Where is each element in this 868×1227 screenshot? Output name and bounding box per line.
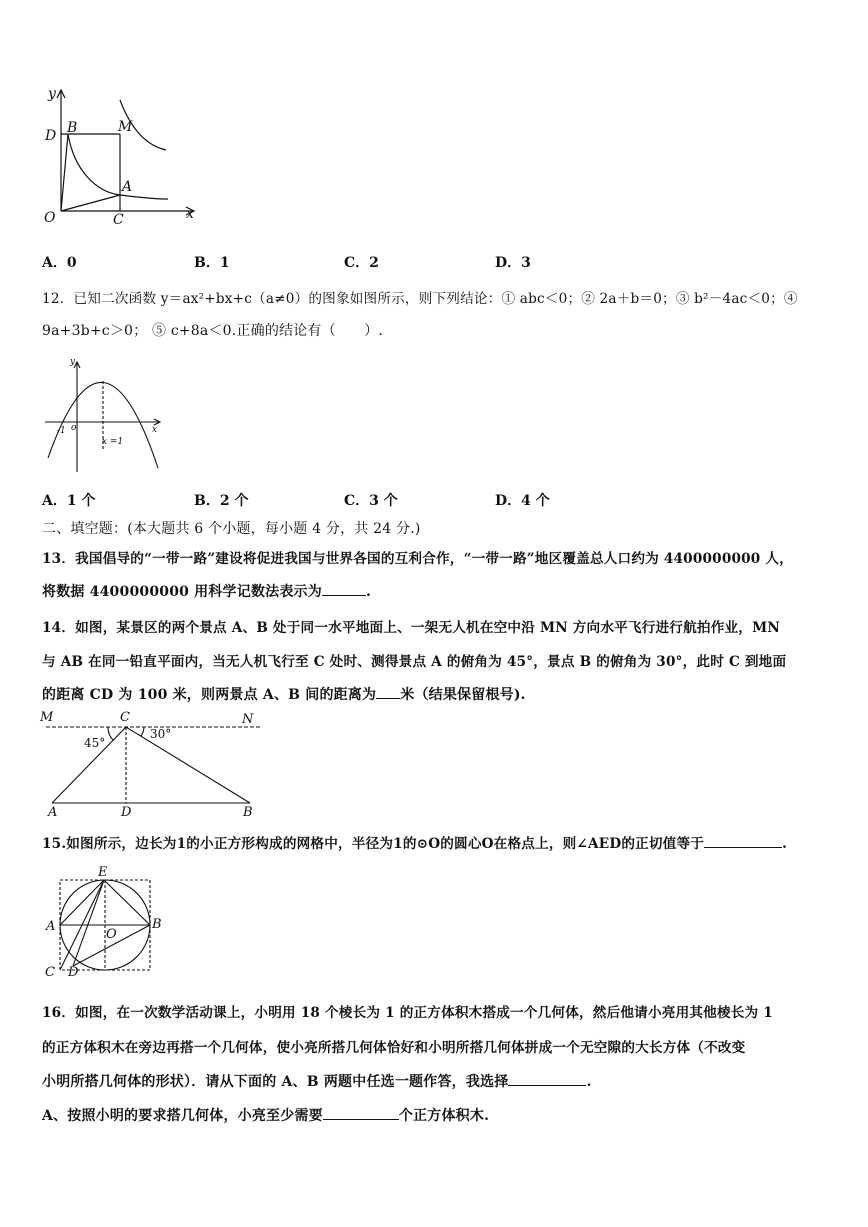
q14-text-line2: 与 AB 在同一铅直平面内，当无人机飞行至 C 处时、测得景点 A 的俯角为 45°，景点 B 的俯角为 30°，此时 C 到地面 xyxy=(42,654,787,670)
q16-choice-blank[interactable] xyxy=(508,1073,586,1086)
q12-option-b[interactable]: B．2 个 xyxy=(194,493,249,509)
q12-text-line1: 12．已知二次函数 y＝ax²+bx+c（a≠0）的图象如图所示，则下列结论：① abc＜0；② 2a＋b＝0；③ b²－4ac＜0；④ xyxy=(42,291,798,307)
q15-text: 15.如图所示，边长为1的小正方形构成的网格中，半径为1的⊙O的圆心O在格点上，则∠AED的正切值等于 . xyxy=(42,836,788,852)
q13-text-line2: 将数据 4400000000 用科学记数法表示为 . xyxy=(42,584,372,600)
q11-option-a[interactable]: A．0 xyxy=(42,255,77,271)
label-B: B xyxy=(152,917,162,932)
angle-30-arc xyxy=(141,727,144,736)
label-A: A xyxy=(48,805,58,818)
label-neg1: -1 xyxy=(57,426,66,436)
q13-answer-blank[interactable] xyxy=(322,583,366,596)
q16-part-a: A、按照小明的要求搭几何体，小亮至少需要 个正方体积木. xyxy=(42,1108,490,1124)
label-angle-30: 30° xyxy=(150,727,172,741)
label-A: A xyxy=(46,919,56,934)
q11-option-c[interactable]: C．2 xyxy=(344,255,379,271)
label-C: C xyxy=(120,710,130,725)
label-M: M xyxy=(118,119,133,135)
label-x: x xyxy=(186,206,194,222)
label-B: B xyxy=(67,120,78,136)
label-D: D xyxy=(121,805,132,818)
label-C: C xyxy=(45,965,55,980)
q16-text-line1: 16．如图，在一次数学活动课上，小明用 18 个棱长为 1 的正方体积木搭成一个几何体，然后他请小亮用其他棱长为 1 xyxy=(42,1005,773,1021)
q12-option-c[interactable]: C．3 个 xyxy=(344,493,398,509)
q16-text-line2: 的正方体积木在旁边再搭一个几何体，使小亮所搭几何体恰好和小明所搭几何体拼成一个无空隙的大长方体（不改变 xyxy=(42,1040,746,1056)
label-B: B xyxy=(243,805,253,818)
q12-option-d[interactable]: D．4 个 xyxy=(495,493,550,509)
section-2-header: 二、填空题：(本大题共 6 个小题，每小题 4 分，共 24 分.) xyxy=(42,521,421,537)
label-D: D xyxy=(45,128,57,144)
label-angle-45: 45° xyxy=(84,736,106,750)
segment-OB xyxy=(61,134,68,211)
label-D: D xyxy=(68,965,79,980)
label-y: y xyxy=(70,357,76,367)
angle-45-arc xyxy=(108,727,113,740)
q12-text-line2: 9a+3b+c＞0； ⑤ c+8a＜0.正确的结论有（ ）. xyxy=(42,323,384,339)
label-M: M xyxy=(40,710,54,725)
q12-option-a[interactable]: A．1 个 xyxy=(42,493,96,509)
q11-figure xyxy=(36,84,206,230)
q16-part-a-blank[interactable] xyxy=(323,1107,399,1120)
label-O: O xyxy=(106,927,117,942)
q14-answer-blank[interactable] xyxy=(376,686,400,699)
label-E: E xyxy=(98,865,108,880)
segment-OA xyxy=(61,195,120,211)
label-A: A xyxy=(122,179,133,195)
q13-text-line1: 13．我国倡导的“一带一路”建设将促进我国与世界各国的互利合作，“一带一路”地区覆盖总人口约为 4400000000 人， xyxy=(42,551,793,567)
label-x: x xyxy=(152,425,158,435)
label-y: y xyxy=(48,86,56,102)
segment-CB xyxy=(126,727,250,803)
q11-option-d[interactable]: D．3 xyxy=(495,255,531,271)
label-C: C xyxy=(113,212,124,228)
hyperbola-lower xyxy=(68,134,168,199)
q15-figure xyxy=(40,862,166,980)
q12-figure xyxy=(40,354,170,478)
label-N: N xyxy=(242,712,254,727)
q11-option-b[interactable]: B．1 xyxy=(194,255,230,271)
q14-text-line3: 的距离 CD 为 100 米，则两景点 A、B 间的距离为 米（结果保留根号). xyxy=(42,687,526,703)
label-origin: o xyxy=(71,423,77,433)
label-axis: x =1 xyxy=(102,437,124,447)
q15-answer-blank[interactable] xyxy=(704,835,782,848)
q16-text-line3: 小明所搭几何体的形状）．请从下面的 A、B 两题中任选一题作答，我选择 . xyxy=(42,1074,592,1090)
q14-text-line1: 14．如图，某景区的两个景点 A、B 处于同一水平地面上、一架无人机在空中沿 MN 方向水平飞行进行航拍作业，MN xyxy=(42,620,780,636)
segment-ED xyxy=(73,880,104,966)
segment-EB xyxy=(104,880,150,925)
label-O: O xyxy=(44,210,56,226)
q14-figure xyxy=(38,706,268,818)
